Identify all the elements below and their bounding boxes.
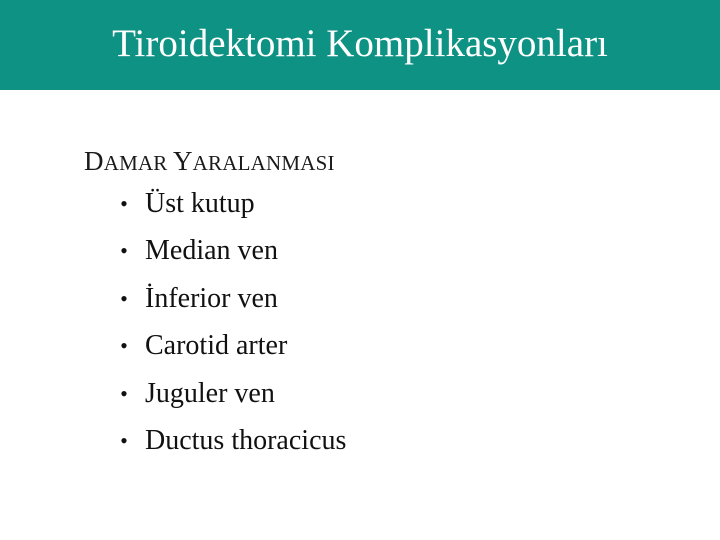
heading-initial-y: Y <box>172 146 193 176</box>
list-item <box>84 228 684 276</box>
bullet-text: İnferior ven <box>145 282 278 314</box>
slide-content <box>84 144 684 465</box>
section-heading <box>84 144 684 180</box>
title-bar <box>0 0 720 90</box>
bullet-text: Ductus thoracicus <box>145 425 347 457</box>
list-item <box>84 418 684 466</box>
bullet-text: Carotid arter <box>145 330 288 362</box>
bullet-icon: • <box>120 238 128 264</box>
list-item <box>84 370 684 418</box>
bullet-icon: • <box>120 333 128 359</box>
heading-initial-d: D <box>84 146 104 176</box>
list-item <box>84 275 684 323</box>
bullet-text: Üst kutup <box>145 187 255 219</box>
bullet-icon: • <box>120 428 128 454</box>
bullet-icon: • <box>120 380 128 406</box>
heading-rest-yaralanmasi: ARALANMASI <box>192 151 335 175</box>
slide-title: Tiroidektomi Komplikasyonları <box>112 21 608 65</box>
heading-rest-damar: AMAR <box>103 151 173 175</box>
bullet-text: Median ven <box>145 235 278 267</box>
bullet-text: Juguler ven <box>145 377 275 409</box>
bullet-list <box>84 180 684 465</box>
list-item <box>84 180 684 228</box>
bullet-icon: • <box>120 285 128 311</box>
bullet-icon: • <box>120 190 128 216</box>
list-item <box>84 323 684 371</box>
